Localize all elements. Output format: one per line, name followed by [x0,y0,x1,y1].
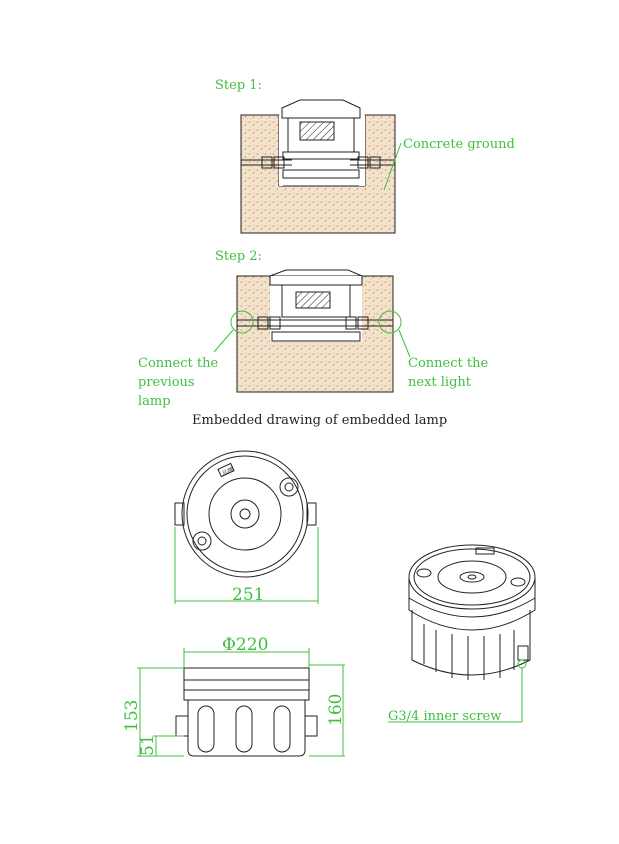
step2-left-leader [214,330,233,352]
step2-right-label-2: next light [408,375,471,390]
step2-left-label-2: previous [138,375,195,390]
brand-badge: 品牌 [221,466,235,478]
step2-left-label-3: lamp [138,394,171,409]
iso-view [388,545,535,724]
side-view [122,635,346,756]
height-body-dimension: 153 [122,699,142,732]
step2-left-label-1: Connect the [138,356,219,371]
step1-section [215,78,515,233]
step1-title: Step 1: [215,78,262,93]
step2-section [138,249,488,409]
screw-label: G3/4 inner screw [388,709,502,724]
step2-title: Step 2: [215,249,262,264]
top-width-dimension: 251 [232,585,265,605]
caption: Embedded drawing of embedded lamp [192,413,448,428]
height-base-dimension: 51 [138,734,158,756]
step2-right-leader [399,330,410,357]
top-view [175,451,318,605]
diameter-dimension: Φ220 [222,635,269,655]
step2-right-label-1: Connect the [408,356,489,371]
step1-concrete-label: Concrete ground [403,137,515,152]
height-total-dimension: 160 [326,693,346,726]
